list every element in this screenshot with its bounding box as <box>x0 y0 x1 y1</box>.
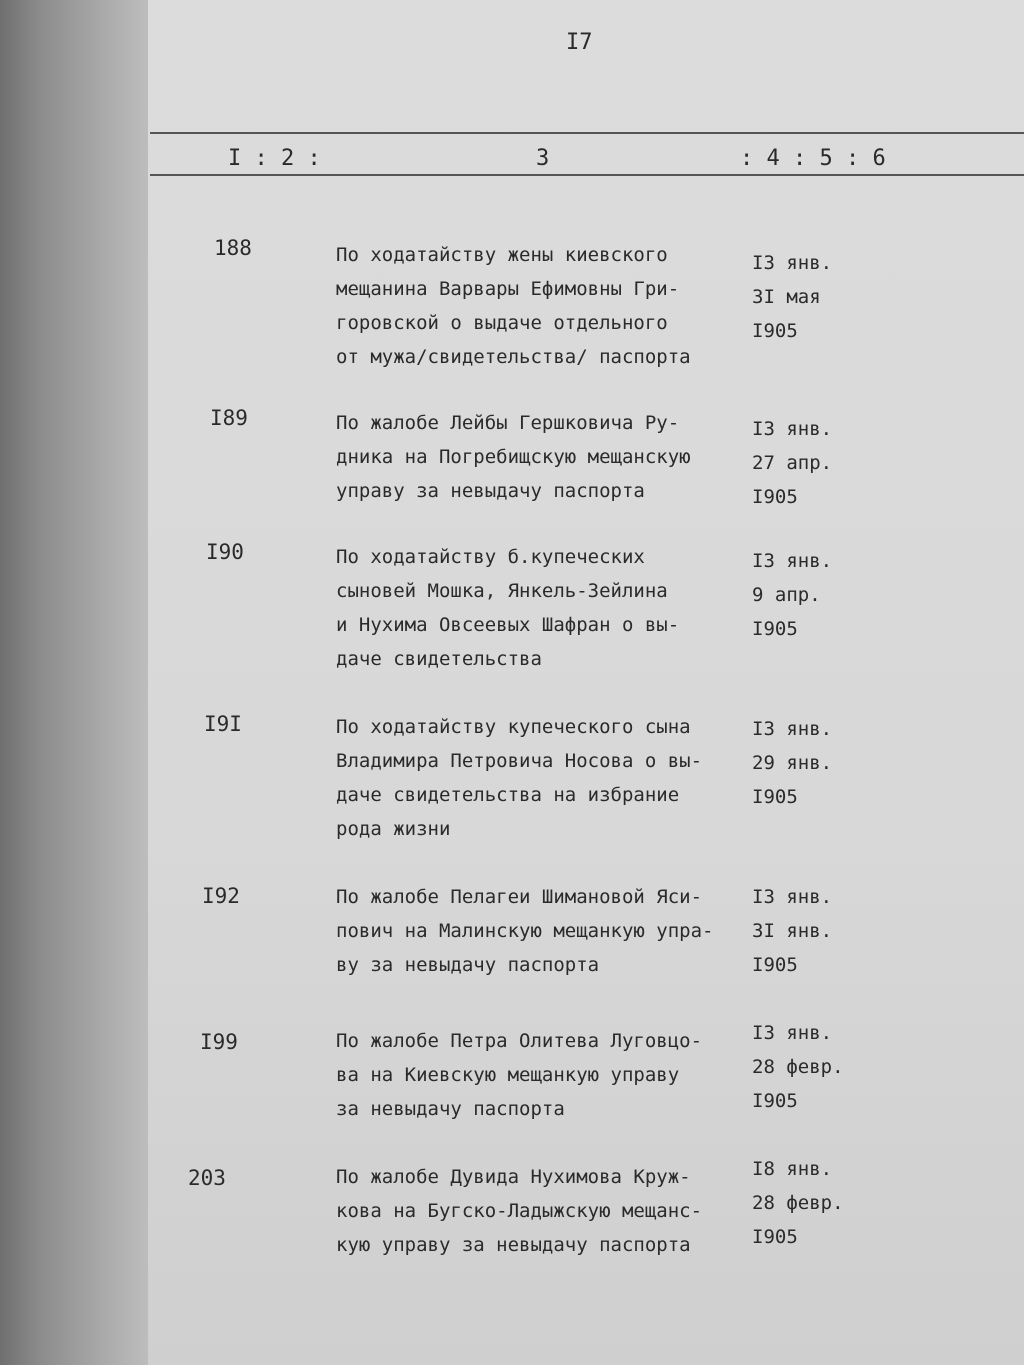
row-dates: I3 янв. 3I янв. I905 <box>752 886 833 976</box>
column-header-3: 3 <box>536 146 550 171</box>
row-description: По ходатайству жены киевского мещанина Варвары Ефимовны Гри- горовской о выдаче отдельного от мужа/свидетельства/ паспорта <box>336 244 691 368</box>
row-number: I9I <box>204 712 242 736</box>
row-description: По жалобе Петра Олитева Луговцо- ва на Киевскую мещанкую управу за невыдачу паспорта <box>336 1030 703 1120</box>
page-number: I7 <box>566 30 593 55</box>
row-description: По жалобе Лейбы Гершковича Ру- дника на Погребищскую мещанскую управу за невыдачу паспорта <box>336 412 691 502</box>
row-number: 203 <box>188 1166 226 1190</box>
row-description: По ходатайству купеческого сына Владимира Петровича Носова о вы- даче свидетельства на избрание рода жизни <box>336 716 703 840</box>
row-description: По жалобе Пелагеи Шимановой Яси- пович на Малинскую мещанкую упра- ву за невыдачу паспорта <box>336 886 714 976</box>
row-number: I99 <box>200 1030 238 1054</box>
row-dates: I3 янв. 3I мая I905 <box>752 252 833 342</box>
row-number: 188 <box>214 236 252 260</box>
row-dates: I3 янв. 9 апр. I905 <box>752 550 833 640</box>
row-number: I89 <box>210 406 248 430</box>
row-dates: I3 янв. 29 янв. I905 <box>752 718 833 808</box>
row-dates: I3 янв. 27 апр. I905 <box>752 418 833 508</box>
row-number: I92 <box>202 884 240 908</box>
row-dates: I3 янв. 28 февр. I905 <box>752 1022 844 1112</box>
header-rule-bottom <box>150 174 1024 176</box>
row-description: По ходатайству б.купеческих сыновей Мошка, Янкель-Зейлина и Нухима Овсеевых Шафран о вы- даче свидетельства <box>336 546 680 670</box>
row-dates: I8 янв. 28 февр. I905 <box>752 1158 844 1248</box>
left-page-gutter <box>0 0 148 1365</box>
row-description: По жалобе Дувида Нухимова Круж- кова на Бугско-Ладыжскую мещанс- кую управу за невыдачу паспорта <box>336 1166 703 1256</box>
column-header-1-2: I : 2 : <box>228 146 321 171</box>
column-header-4-5-6: : 4 : 5 : 6 <box>740 146 886 171</box>
row-number: I90 <box>206 540 244 564</box>
header-rule-top <box>150 132 1024 134</box>
